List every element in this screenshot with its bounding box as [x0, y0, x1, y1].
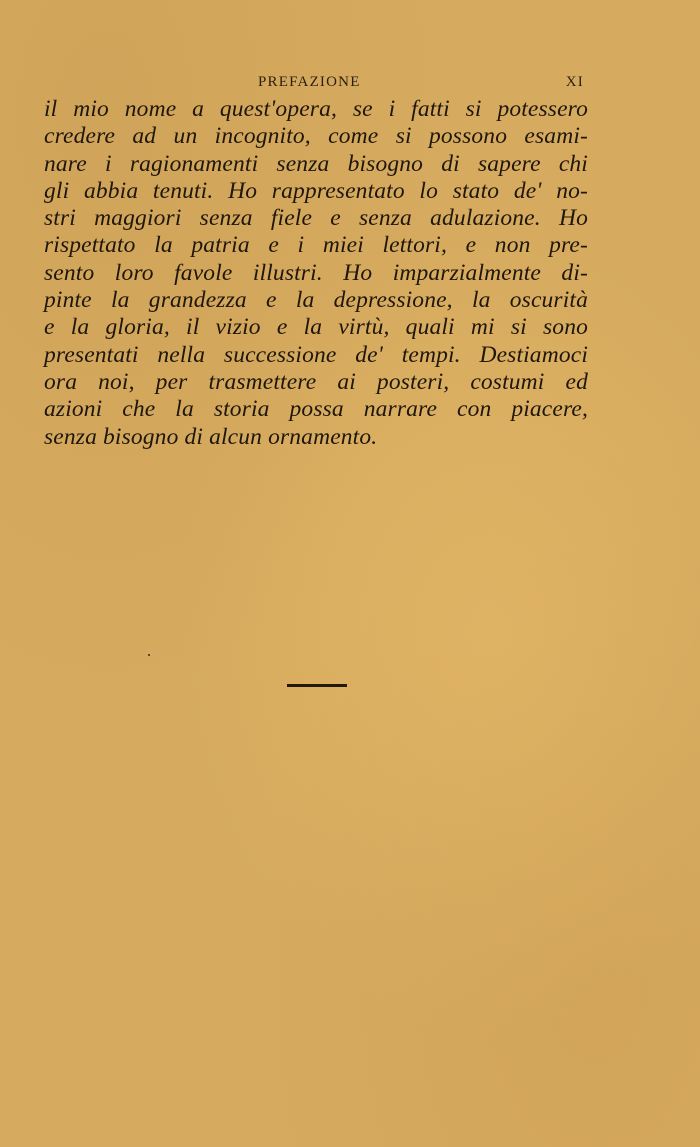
section-end-rule: [287, 684, 347, 687]
body-paragraph: [44, 96, 588, 451]
text-line: e la gloria, il vizio e la virtù, quali mi si sono: [44, 314, 588, 341]
text-line: sento loro favole illustri. Ho imparzialmente di-: [44, 259, 588, 286]
text-line: credere ad un incognito, come si possono esami-: [44, 123, 588, 150]
text-line: il mio nome a quest'opera, se i fatti si potessero: [44, 96, 588, 122]
text-line: rispettato la patria e i miei lettori, e non pre-: [44, 232, 588, 259]
book-page: [44, 72, 588, 451]
text-line: pinte la grandezza e la depressione, la oscurità: [44, 287, 588, 314]
running-title: PREFAZIONE: [258, 74, 361, 90]
page-number: XI: [565, 74, 584, 90]
text-line: senza bisogno di alcun ornamento.: [44, 423, 378, 450]
text-line: ora noi, per trasmettere ai posteri, costumi ed: [44, 368, 588, 395]
text-line: gli abbia tenuti. Ho rappresentato lo stato de' no-: [44, 177, 588, 204]
running-head: [44, 72, 588, 94]
paper-speck: [148, 654, 150, 656]
text-line: presentati nella successione de' tempi. Destiamoci: [44, 341, 588, 368]
text-line: stri maggiori senza fiele e senza adulazione. Ho: [44, 205, 588, 232]
text-line: nare i ragionamenti senza bisogno di sapere chi: [44, 150, 588, 177]
text-line: azioni che la storia possa narrare con piacere,: [44, 396, 588, 423]
